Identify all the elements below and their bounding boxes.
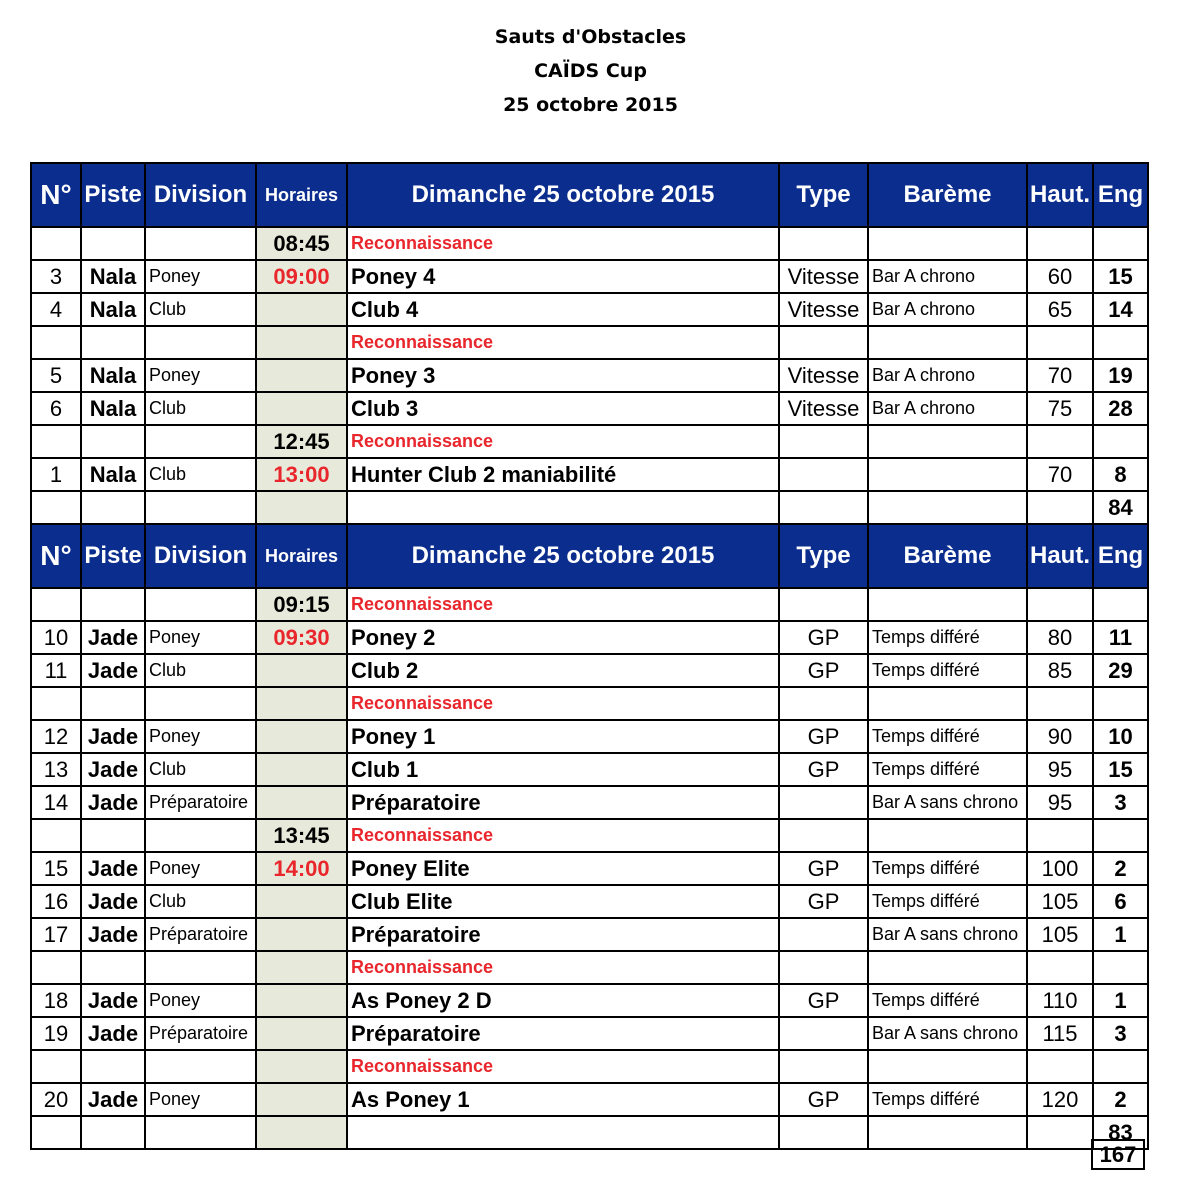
row-entries	[1093, 227, 1148, 260]
row-bareme: Bar A sans chrono	[868, 786, 1027, 819]
row-division	[145, 687, 256, 720]
row-height	[1027, 951, 1093, 984]
row-time	[256, 951, 347, 984]
row-bareme	[868, 687, 1027, 720]
section-total-row	[31, 491, 1148, 524]
row-division: Poney	[145, 1083, 256, 1116]
table-row	[31, 293, 1148, 326]
row-time	[256, 753, 347, 786]
row-entries: 19	[1093, 359, 1148, 392]
row-height: 100	[1027, 852, 1093, 885]
row-entries: 2	[1093, 852, 1148, 885]
grand-total: 167	[1091, 1139, 1145, 1170]
row-time	[256, 786, 347, 819]
row-division	[145, 425, 256, 458]
total-piste	[81, 1116, 145, 1149]
row-number: 11	[31, 654, 81, 687]
row-type: GP	[779, 720, 868, 753]
row-time: 09:15	[256, 588, 347, 621]
row-bareme: Temps différé	[868, 1083, 1027, 1116]
row-time: 13:00	[256, 458, 347, 491]
row-piste: Jade	[81, 720, 145, 753]
row-number: 13	[31, 753, 81, 786]
row-height	[1027, 1050, 1093, 1083]
row-entries: 15	[1093, 260, 1148, 293]
row-number: 19	[31, 1017, 81, 1050]
table-row	[31, 687, 1148, 720]
row-number: 18	[31, 984, 81, 1017]
row-number	[31, 588, 81, 621]
row-time	[256, 1017, 347, 1050]
row-height: 95	[1027, 753, 1093, 786]
row-number	[31, 425, 81, 458]
row-type	[779, 1017, 868, 1050]
row-type	[779, 687, 868, 720]
row-entries: 14	[1093, 293, 1148, 326]
table-row	[31, 621, 1148, 654]
table-row	[31, 392, 1148, 425]
row-event: Reconnaissance	[347, 687, 779, 720]
row-number: 6	[31, 392, 81, 425]
row-division: Club	[145, 293, 256, 326]
row-piste	[81, 1050, 145, 1083]
row-time: 08:45	[256, 227, 347, 260]
row-bareme: Bar A sans chrono	[868, 1017, 1027, 1050]
row-piste: Jade	[81, 918, 145, 951]
row-type	[779, 326, 868, 359]
row-piste	[81, 588, 145, 621]
table-row	[31, 1083, 1148, 1116]
document-subtitle: CAÏDS Cup	[534, 60, 647, 82]
row-division: Poney	[145, 621, 256, 654]
row-number: 15	[31, 852, 81, 885]
row-event: Reconnaissance	[347, 819, 779, 852]
row-time	[256, 293, 347, 326]
row-time	[256, 885, 347, 918]
row-entries	[1093, 1050, 1148, 1083]
row-height: 80	[1027, 621, 1093, 654]
total-division	[145, 1116, 256, 1149]
row-time: 13:45	[256, 819, 347, 852]
row-height: 75	[1027, 392, 1093, 425]
table-row	[31, 654, 1148, 687]
header-eng: Eng	[1093, 524, 1148, 588]
row-type	[779, 786, 868, 819]
table-header-row	[31, 163, 1148, 227]
row-height: 85	[1027, 654, 1093, 687]
section-total: 83	[1093, 1116, 1148, 1149]
row-time	[256, 687, 347, 720]
row-time	[256, 1050, 347, 1083]
row-bareme: Temps différé	[868, 852, 1027, 885]
row-type: GP	[779, 852, 868, 885]
row-time: 12:45	[256, 425, 347, 458]
header-division: Division	[145, 524, 256, 588]
row-number: 4	[31, 293, 81, 326]
table-row	[31, 819, 1148, 852]
row-height: 110	[1027, 984, 1093, 1017]
section-total: 84	[1093, 491, 1148, 524]
row-piste	[81, 227, 145, 260]
section-total-row	[31, 1116, 1148, 1149]
row-event: Poney 2	[347, 621, 779, 654]
row-height	[1027, 326, 1093, 359]
row-entries: 28	[1093, 392, 1148, 425]
row-number	[31, 326, 81, 359]
row-number: 20	[31, 1083, 81, 1116]
row-type: GP	[779, 1083, 868, 1116]
row-event: Club 2	[347, 654, 779, 687]
row-number	[31, 687, 81, 720]
row-entries: 8	[1093, 458, 1148, 491]
row-type	[779, 588, 868, 621]
header-horaires: Horaires	[256, 524, 347, 588]
row-height: 105	[1027, 918, 1093, 951]
total-piste	[81, 491, 145, 524]
row-type: GP	[779, 621, 868, 654]
table-row	[31, 984, 1148, 1017]
row-bareme: Bar A chrono	[868, 293, 1027, 326]
row-division: Préparatoire	[145, 918, 256, 951]
row-height: 120	[1027, 1083, 1093, 1116]
table-row	[31, 852, 1148, 885]
row-number: 12	[31, 720, 81, 753]
row-type: GP	[779, 753, 868, 786]
total-height	[1027, 1116, 1093, 1149]
total-num	[31, 491, 81, 524]
row-entries	[1093, 819, 1148, 852]
row-event: Poney 1	[347, 720, 779, 753]
header-haut: Haut.	[1027, 163, 1093, 227]
row-entries: 1	[1093, 918, 1148, 951]
row-division: Préparatoire	[145, 786, 256, 819]
row-piste: Jade	[81, 654, 145, 687]
row-type	[779, 227, 868, 260]
row-piste: Jade	[81, 621, 145, 654]
row-number: 17	[31, 918, 81, 951]
schedule-table	[30, 162, 1149, 1150]
row-type: Vitesse	[779, 260, 868, 293]
row-bareme: Bar A sans chrono	[868, 918, 1027, 951]
row-division: Poney	[145, 852, 256, 885]
row-bareme	[868, 588, 1027, 621]
row-type: GP	[779, 654, 868, 687]
row-bareme	[868, 819, 1027, 852]
row-entries	[1093, 687, 1148, 720]
header-type: Type	[779, 524, 868, 588]
row-division	[145, 819, 256, 852]
total-division	[145, 491, 256, 524]
table-row	[31, 1050, 1148, 1083]
table-row	[31, 260, 1148, 293]
row-height: 105	[1027, 885, 1093, 918]
row-event: Club 3	[347, 392, 779, 425]
row-height: 70	[1027, 359, 1093, 392]
row-type	[779, 1050, 868, 1083]
document-date: 25 octobre 2015	[503, 94, 678, 116]
row-piste: Nala	[81, 293, 145, 326]
table-row	[31, 359, 1148, 392]
row-type	[779, 819, 868, 852]
row-entries: 3	[1093, 786, 1148, 819]
total-time	[256, 491, 347, 524]
row-height: 70	[1027, 458, 1093, 491]
row-division	[145, 951, 256, 984]
row-entries: 2	[1093, 1083, 1148, 1116]
row-piste	[81, 951, 145, 984]
row-piste: Jade	[81, 786, 145, 819]
row-piste: Nala	[81, 359, 145, 392]
row-type	[779, 951, 868, 984]
row-bareme: Temps différé	[868, 654, 1027, 687]
row-event: Club 4	[347, 293, 779, 326]
row-division: Préparatoire	[145, 1017, 256, 1050]
row-time: 09:00	[256, 260, 347, 293]
table-row	[31, 326, 1148, 359]
row-type: Vitesse	[779, 359, 868, 392]
row-time	[256, 720, 347, 753]
row-type: GP	[779, 984, 868, 1017]
header-event: Dimanche 25 octobre 2015	[347, 163, 779, 227]
row-entries: 15	[1093, 753, 1148, 786]
row-time: 14:00	[256, 852, 347, 885]
row-bareme	[868, 326, 1027, 359]
header-piste: Piste	[81, 524, 145, 588]
row-division: Club	[145, 458, 256, 491]
row-entries: 11	[1093, 621, 1148, 654]
row-bareme: Bar A chrono	[868, 260, 1027, 293]
row-entries: 10	[1093, 720, 1148, 753]
row-division	[145, 1050, 256, 1083]
row-number: 16	[31, 885, 81, 918]
table-row	[31, 1017, 1148, 1050]
table-row	[31, 720, 1148, 753]
row-event: As Poney 2 D	[347, 984, 779, 1017]
row-event: Préparatoire	[347, 918, 779, 951]
row-type	[779, 425, 868, 458]
row-entries: 3	[1093, 1017, 1148, 1050]
total-type	[779, 491, 868, 524]
row-bareme	[868, 951, 1027, 984]
row-number	[31, 227, 81, 260]
row-height: 65	[1027, 293, 1093, 326]
row-height	[1027, 425, 1093, 458]
row-division: Poney	[145, 720, 256, 753]
row-event: Reconnaissance	[347, 951, 779, 984]
row-time	[256, 326, 347, 359]
row-number	[31, 1050, 81, 1083]
row-number: 5	[31, 359, 81, 392]
header-eng: Eng	[1093, 163, 1148, 227]
row-piste: Jade	[81, 852, 145, 885]
row-entries	[1093, 425, 1148, 458]
row-bareme: Temps différé	[868, 621, 1027, 654]
row-piste	[81, 819, 145, 852]
row-number: 1	[31, 458, 81, 491]
row-event: As Poney 1	[347, 1083, 779, 1116]
table-row	[31, 588, 1148, 621]
row-event: Préparatoire	[347, 1017, 779, 1050]
table-row	[31, 753, 1148, 786]
row-height	[1027, 687, 1093, 720]
row-event: Préparatoire	[347, 786, 779, 819]
row-event: Reconnaissance	[347, 588, 779, 621]
row-piste: Jade	[81, 753, 145, 786]
header-event: Dimanche 25 octobre 2015	[347, 524, 779, 588]
row-event: Hunter Club 2 maniabilité	[347, 458, 779, 491]
row-number: 14	[31, 786, 81, 819]
row-piste: Nala	[81, 458, 145, 491]
row-time	[256, 918, 347, 951]
table-row	[31, 227, 1148, 260]
table-row	[31, 885, 1148, 918]
table-header-row	[31, 524, 1148, 588]
table-row	[31, 425, 1148, 458]
header-piste: Piste	[81, 163, 145, 227]
header-num: N°	[31, 524, 81, 588]
header-bareme: Barème	[868, 163, 1027, 227]
row-entries: 1	[1093, 984, 1148, 1017]
row-bareme: Temps différé	[868, 720, 1027, 753]
row-type	[779, 458, 868, 491]
total-time	[256, 1116, 347, 1149]
row-entries	[1093, 588, 1148, 621]
row-event: Club 1	[347, 753, 779, 786]
row-piste: Nala	[81, 392, 145, 425]
row-entries	[1093, 326, 1148, 359]
row-division: Club	[145, 885, 256, 918]
row-event: Poney 3	[347, 359, 779, 392]
row-bareme: Bar A chrono	[868, 359, 1027, 392]
row-type: Vitesse	[779, 293, 868, 326]
row-type: Vitesse	[779, 392, 868, 425]
row-height	[1027, 588, 1093, 621]
row-height: 95	[1027, 786, 1093, 819]
row-height: 115	[1027, 1017, 1093, 1050]
row-division: Club	[145, 654, 256, 687]
row-bareme	[868, 1050, 1027, 1083]
row-bareme	[868, 458, 1027, 491]
row-time	[256, 654, 347, 687]
total-type	[779, 1116, 868, 1149]
header-bareme: Barème	[868, 524, 1027, 588]
row-time	[256, 1083, 347, 1116]
row-entries: 6	[1093, 885, 1148, 918]
document-title: Sauts d'Obstacles	[494, 26, 687, 48]
row-entries: 29	[1093, 654, 1148, 687]
header-haut: Haut.	[1027, 524, 1093, 588]
row-piste	[81, 425, 145, 458]
row-time	[256, 984, 347, 1017]
total-bareme	[868, 491, 1027, 524]
row-event: Poney 4	[347, 260, 779, 293]
row-time: 09:30	[256, 621, 347, 654]
row-division: Club	[145, 753, 256, 786]
row-division: Poney	[145, 359, 256, 392]
row-event: Reconnaissance	[347, 326, 779, 359]
row-piste	[81, 326, 145, 359]
row-number: 10	[31, 621, 81, 654]
row-piste: Jade	[81, 1017, 145, 1050]
row-bareme: Temps différé	[868, 885, 1027, 918]
row-type	[779, 918, 868, 951]
row-bareme: Bar A chrono	[868, 392, 1027, 425]
total-event	[347, 1116, 779, 1149]
header-num: N°	[31, 163, 81, 227]
row-piste	[81, 687, 145, 720]
table-row	[31, 918, 1148, 951]
row-height: 60	[1027, 260, 1093, 293]
total-height	[1027, 491, 1093, 524]
row-event: Reconnaissance	[347, 1050, 779, 1083]
row-piste: Jade	[81, 984, 145, 1017]
row-number	[31, 951, 81, 984]
row-division	[145, 588, 256, 621]
row-event: Reconnaissance	[347, 227, 779, 260]
header-horaires: Horaires	[256, 163, 347, 227]
row-event: Club Elite	[347, 885, 779, 918]
header-type: Type	[779, 163, 868, 227]
table-row	[31, 458, 1148, 491]
table-row	[31, 786, 1148, 819]
row-bareme	[868, 425, 1027, 458]
row-height: 90	[1027, 720, 1093, 753]
row-bareme: Temps différé	[868, 753, 1027, 786]
total-event	[347, 491, 779, 524]
row-division	[145, 326, 256, 359]
row-event: Reconnaissance	[347, 425, 779, 458]
total-num	[31, 1116, 81, 1149]
row-bareme	[868, 227, 1027, 260]
row-time	[256, 359, 347, 392]
row-division: Poney	[145, 984, 256, 1017]
row-event: Poney Elite	[347, 852, 779, 885]
row-division: Poney	[145, 260, 256, 293]
row-piste: Jade	[81, 885, 145, 918]
row-height	[1027, 227, 1093, 260]
row-time	[256, 392, 347, 425]
row-piste: Jade	[81, 1083, 145, 1116]
row-type: GP	[779, 885, 868, 918]
header-division: Division	[145, 163, 256, 227]
row-height	[1027, 819, 1093, 852]
row-bareme: Temps différé	[868, 984, 1027, 1017]
row-number	[31, 819, 81, 852]
row-division	[145, 227, 256, 260]
table-row	[31, 951, 1148, 984]
row-division: Club	[145, 392, 256, 425]
total-bareme	[868, 1116, 1027, 1149]
row-number: 3	[31, 260, 81, 293]
row-entries	[1093, 951, 1148, 984]
row-piste: Nala	[81, 260, 145, 293]
